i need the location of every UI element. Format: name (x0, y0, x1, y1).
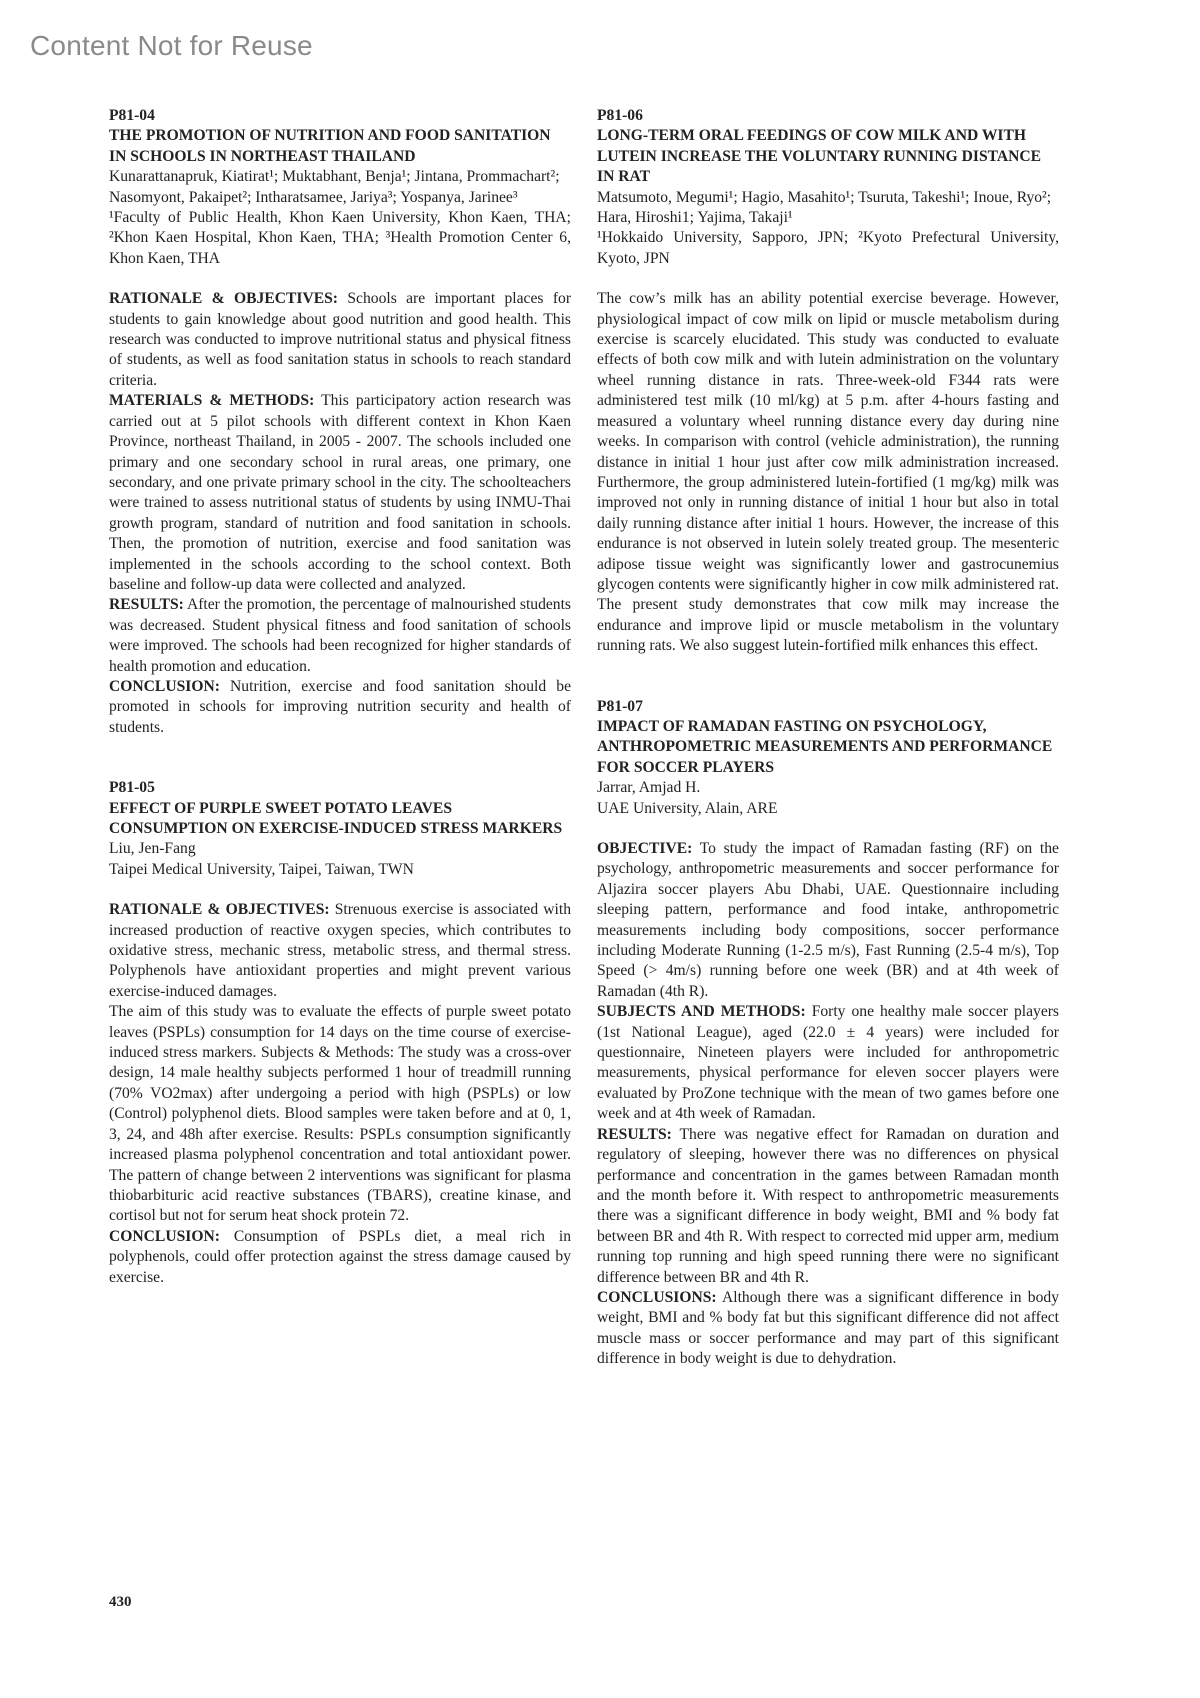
page-number: 430 (109, 1594, 132, 1610)
section-conclusion (109, 677, 571, 738)
section-label: RATIONALE & OBJECTIVES: (109, 290, 338, 308)
section-label: CONCLUSION: (109, 1227, 220, 1245)
section-text: This participatory action research was carried out at 5 pilot schools with different context in Khon Kaen Province, northeast Thailand, in 2005 - 2007. The schools included one primary and one secondary school in rural areas, one primary, one secondary, and one private primary school in the city. The schoolteachers were trained to assess nutritional status of students by using INMU-Thai growth program, standard of nutrition and food sanitation in schools. Then, the promotion of nutrition, exercise and food sanitation was implemented in the schools according to the school context. Both baseline and follow-up data were collected and analyzed. (109, 392, 571, 593)
abstract-title: EFFECT OF PURPLE SWEET POTATO LEAVES CONSUMPTION ON EXERCISE-INDUCED STRESS MARKERS (109, 799, 563, 837)
section-label: RESULTS: (109, 596, 184, 614)
section-text: After the promotion, the percentage of malnourished students was decreased. Student physical fitness and food sanitation of schools were improved. The schools had been recognized for higher standards of health promotion and education. (109, 596, 571, 675)
section-label: RATIONALE & OBJECTIVES: (109, 901, 330, 919)
section-label: CONCLUSION: (109, 677, 220, 695)
abstract-affiliation: ¹Hokkaido University, Sapporo, JPN; ²Kyoto Prefectural University, Kyoto, JPN (597, 229, 1059, 267)
abstract-title: THE PROMOTION OF NUTRITION AND FOOD SANITATION IN SCHOOLS IN NORTHEAST THAILAND (109, 127, 551, 165)
section-rationale (109, 289, 571, 391)
section-methods (109, 391, 571, 595)
section-results (109, 595, 571, 677)
abstract-p81-04 (109, 106, 571, 738)
section-text: Forty one healthy male soccer players (1st National League), aged (22.0 ± 4 years) were included for questionnaire, Nineteen players were included for anthropometric measurements, physical performance for eleven soccer players were evaluated by ProZone technique with the mean of two games before one week and at 4th week of Ramadan. (597, 1003, 1059, 1123)
section-text: Schools are important places for students to gain knowledge about good nutrition and good health. This research was conducted to improve nutritional status and physical fitness of students, as well as food sanitation status in schools to reach standard criteria. (109, 290, 572, 389)
section-objective (597, 839, 1059, 1002)
abstract-code: P81-05 (109, 779, 155, 797)
section-body (109, 1002, 571, 1226)
section-text: Strenuous exercise is associated with increased production of reactive oxygen species, which contributes to oxidative stress, mechanic stress, metabolic stress, and thermal stress. Polyphenols have antioxidant properties and might prevent various exercise-induced damages. (109, 901, 572, 1000)
abstract-authors: Kunarattanapruk, Kiatirat¹; Muktabhant, Benja¹; Jintana, Prommachart²; Nasomyont, Pakaipet²; Intharatsamee, Jariya³; Yospanya, Jarinee³ (109, 168, 560, 206)
left-column (109, 106, 571, 1288)
section-text: The aim of this study was to evaluate the effects of purple sweet potato leaves (PSPLs) consumption for 14 days on the time course of exercise-induced stress markers. Subjects & Methods: The study was a cross-over design, 14 male healthy subjects performed 1 hour of treadmill running (70% VO2max) after undergoing a period with high (PSPLs) or low (Control) polyphenol diets. Blood samples were taken before and at 0, 1, 3, 24, and 48h after exercise. Results: PSPLs consumption significantly increased plasma polyphenol concentration and total antioxidant power. The pattern of change between 2 interventions was significant for plasma thiobarbituric acid reactive substances (TBARS), creatine kinase, and cortisol but not for serum heat shock protein 72. (109, 1003, 571, 1225)
section-results (597, 1125, 1059, 1288)
section-text: Consumption of PSPLs diet, a meal rich in polyphenols, could offer protection against the stress damage caused by exercise. (109, 1227, 571, 1286)
abstract-affiliation: Taipei Medical University, Taipei, Taiwan, TWN (109, 860, 414, 878)
right-column (597, 106, 1059, 1370)
section-body (597, 289, 1059, 656)
abstract-title: IMPACT OF RAMADAN FASTING ON PSYCHOLOGY, ANTHROPOMETRIC MEASUREMENTS AND PERFORMANCE FOR SOCCER PLAYERS (597, 717, 1053, 776)
abstract-code: P81-04 (109, 107, 155, 124)
watermark-text: Content Not for Reuse (30, 30, 313, 61)
abstract-code: P81-07 (597, 697, 643, 715)
abstract-p81-05 (109, 778, 571, 1288)
section-text: To study the impact of Ramadan fasting (RF) on the psychology, anthropometric measurements and soccer performance for Aljazira soccer players Abu Dhabi, UAE. Questionnaire including sleeping pattern, performance and food intake, anthropometric measurements including body compositions, soccer performance including Moderate Running (1-2.5 m/s), Fast Running (2.5-4 m/s), Top Speed (> 4m/s) running before one week (BR) and at 4th week of Ramadan (4th R). (597, 840, 1059, 1000)
section-text: Nutrition, exercise and food sanitation should be promoted in schools for improving nutrition security and health of students. (109, 677, 572, 736)
abstract-p81-07 (597, 697, 1059, 1370)
section-rationale (109, 900, 571, 1002)
abstract-code: P81-06 (597, 107, 643, 124)
abstract-authors: Jarrar, Amjad H. (597, 779, 701, 797)
section-conclusion (597, 1288, 1059, 1370)
abstract-authors: Matsumoto, Megumi¹; Hagio, Masahito¹; Tsuruta, Takeshi¹; Inoue, Ryo²; Hara, Hiroshi1; Yajima, Takaji¹ (597, 188, 1052, 227)
section-label: OBJECTIVE: (597, 840, 693, 857)
abstract-p81-06 (597, 106, 1059, 657)
abstract-title: LONG-TERM ORAL FEEDINGS OF COW MILK AND WITH LUTEIN INCREASE THE VOLUNTARY RUNNING DISTANCE IN RAT (597, 127, 1042, 186)
section-conclusion (109, 1227, 571, 1288)
abstract-affiliation: ¹Faculty of Public Health, Khon Kaen University, Khon Kaen, THA; ²Khon Kaen Hospital, Khon Kaen, THA; ³Health Promotion Center 6, Khon Kaen, THA (109, 209, 571, 267)
section-text: The cow’s milk has an ability potential exercise beverage. However, physiological impact of cow milk on lipid or muscle metabolism during exercise is scarcely elucidated. This study was conducted to evaluate effects of both cow milk and with lutein administration on the voluntary wheel running distance in rats. Three-week-old F344 rats were administered test milk (10 ml/kg) at 5 p.m. after 4-hours fasting and measured a voluntary wheel running distance every day during nine weeks. In comparison with control (vehicle administration), the running distance in initial 1 hour just after cow milk administration increased. Furthermore, the group administered lutein-fortified (1 mg/kg) milk was improved not only in running distance of initial 1 hour but also in total daily running distance after initial 1 hours. However, the increase of this endurance is not observed in lutein solely treated group. The mesenteric adipose tissue weight was significantly lower and gastrocunemius glycogen contents were significantly higher in cow milk administered rat. The present study demonstrates that cow milk may increase the endurance and improve lipid or muscle metabolism in the voluntary running rats. We also suggest lutein-fortified milk enhances this effect. (597, 290, 1059, 655)
abstract-authors: Liu, Jen-Fang (109, 840, 196, 858)
abstract-affiliation: UAE University, Alain, ARE (597, 799, 778, 817)
section-label: CONCLUSIONS: (597, 1288, 717, 1306)
section-label: RESULTS: (597, 1125, 672, 1143)
section-text: There was negative effect for Ramadan on duration and regulatory of sleeping, however there was no differences on physical performance and concentration in the games between Ramadan month and the month before it. With respect to anthropometric measurements there was a significant difference in body weight, BMI and % body fat between BR and 4th R. With respect to corrected mid upper arm, medium running top running and high speed running there were no significant difference between BR and 4th R. (597, 1125, 1059, 1286)
section-label: SUBJECTS AND METHODS: (597, 1003, 806, 1021)
section-label: MATERIALS & METHODS: (109, 392, 315, 410)
section-methods (597, 1002, 1059, 1124)
section-text: Although there was a significant difference in body weight, BMI and % body fat but this significant difference did not affect muscle mass or soccer performance and may part of this significant difference in body weight is due to dehydration. (597, 1288, 1059, 1368)
